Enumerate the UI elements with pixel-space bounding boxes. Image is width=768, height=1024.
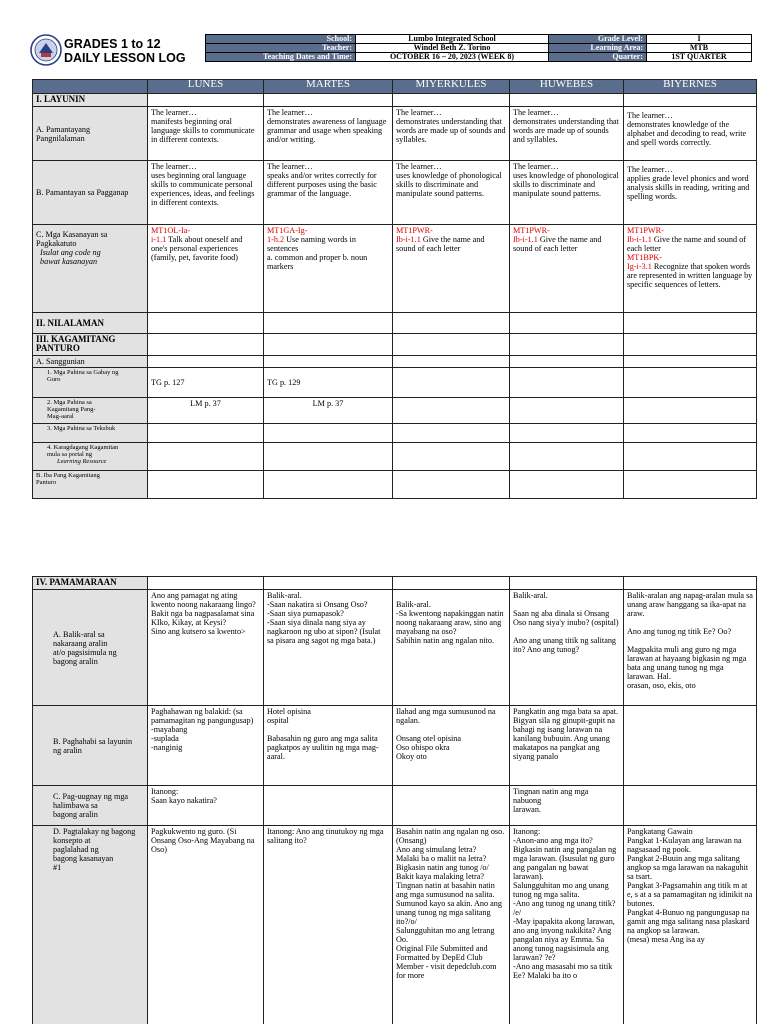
day-header: BIYERNES xyxy=(624,80,757,94)
school-value: Lumbo Integrated School xyxy=(356,35,549,44)
deped-seal-icon xyxy=(30,34,62,66)
table-cell xyxy=(264,786,393,826)
table-cell: Tingnan natin ang mga nabuong larawan. xyxy=(510,786,624,826)
grade-label: Grade Level: xyxy=(549,35,647,44)
table-cell: The learner… manifests beginning oral language skills to communicate in different contexts. xyxy=(148,107,264,161)
table-cell: Ilahad ang mga sumusunod na ngalan. Onsang otel opisina Oso obispo okra Okoy oto xyxy=(393,706,510,786)
table-cell: Hotel opisina ospital Babasahin ng guro ang mga salita pagkatpos ay uulitin ng mga mag-aaral. xyxy=(264,706,393,786)
teacher-value: Windel Beth Z. Torino xyxy=(356,44,549,53)
document-title xyxy=(64,37,186,65)
row-label: A. Sanggunian xyxy=(33,356,148,368)
day-header: MARTES xyxy=(264,80,393,94)
row-label: 1. Mga Pahina sa Gabay ng Guro xyxy=(33,368,148,398)
table-cell: Balik-aral. -Sa kwentong napakinggan natin noong nakaraang araw, sino ang mayabang na oso? Sabihin natin ang ngalan nito. xyxy=(393,590,510,706)
table-row xyxy=(33,590,757,706)
table-row xyxy=(33,786,757,826)
table-cell: The learner… demonstrates knowledge of the alphabet and decoding to read, write and spell words correctly. xyxy=(624,107,757,161)
row-label: B. Iba Pang Kagamitang Panturo xyxy=(33,471,148,499)
table-cell: The learner… demonstrates awareness of language grammar and usage when speaking and/or writing. xyxy=(264,107,393,161)
section-layunin: I. LAYUNIN xyxy=(33,94,148,107)
table-cell: Ano ang pamagat ng ating kwento noong nakaraang lingo? Bakit nga ba nagpasalamat sina KIko, Kikay, at Keysi? Sino ang kutsero sa kwento> xyxy=(148,590,264,706)
table-row xyxy=(33,161,757,225)
table-cell: TG p. 127 xyxy=(148,368,264,398)
table-cell: Balik-aral. -Saan nakatira si Onsang Oso? -Saan siya pumapasok? -Saan siya dinala nang siya ay nagkaroon ng ubo at sipon? (Isulat sa pisara ang sagot ng mga bata.) xyxy=(264,590,393,706)
competency-code: MT1GA-Ig- 1-h.2 xyxy=(267,226,308,244)
competency-code: MT1PWR- Ib-i-1.1 xyxy=(513,226,550,244)
table-cell: The learner… demonstrates understanding that words are made up of sounds and syllables. xyxy=(393,107,510,161)
section-nilalaman: II. NILALAMAN xyxy=(33,313,148,334)
lesson-log-table-2 xyxy=(32,576,757,1024)
row-label: 2. Mga Pahina sa Kagamitang Pang- Mag-aaral xyxy=(33,398,148,424)
teacher-label: Teacher: xyxy=(206,44,356,53)
table-cell: LM p. 37 xyxy=(264,398,393,424)
dates-label: Teaching Dates and Time: xyxy=(206,53,356,62)
competency-code: MT1OL-Ia- i-1.1 xyxy=(151,226,191,244)
quarter-label: Quarter: xyxy=(549,53,647,62)
table-cell xyxy=(148,225,264,313)
table-cell xyxy=(510,225,624,313)
table-cell xyxy=(393,786,510,826)
row-label-text: 4. Karagdagang Kagamitan mula sa portal ng xyxy=(47,444,119,458)
row-label-note: Isulat ang code ng bawat kasanayan xyxy=(40,248,101,266)
corner-cell xyxy=(33,80,148,94)
table-cell: Pangkatang Gawain Pangkat 1-Kulayan ang larawan na nagsasaad ng pook. Pangkat 2-Buuin ang mga salitang angkop sa mga larawan na nakaguhit sa tsart. Pangkat 3-Pagsamahin ang titik m at e, s at a sa pamamagitan ng idinikit na butones. Pangkat 4-Bunuo ng pangungusap na gamit ang mga salitang nasa plaskard na angkop sa larawan. (mesa) mesa Ang isa ay xyxy=(624,826,757,1024)
table-cell: Itanong: Ano ang tinutukoy ng mga salitang ito? xyxy=(264,826,393,1024)
table-cell: Balik-aralan ang napag-aralan mula sa unang araw hanggang sa ika-apat na araw. Ano ang tunog ng titik Ee? Oo? Magpakita muli ang guro ng mga larawan at hayaang bigkasin ng mga bata ang unang tunog ng mga larawan. Hal. orasan, oso, ekis, oto xyxy=(624,590,757,706)
table-row xyxy=(33,225,757,313)
row-label: A. Balik-aral sa nakaraang aralin at/o pagsisimula ng bagong aralin xyxy=(33,590,148,706)
table-cell xyxy=(624,398,757,424)
dates-value: OCTOBER 16 – 20, 2023 (WEEK 8) xyxy=(356,53,549,62)
table-cell: The learner… uses knowledge of phonological skills to discriminate and manipulate sound patterns. xyxy=(393,161,510,225)
area-label: Learning Area: xyxy=(549,44,647,53)
school-label: School: xyxy=(206,35,356,44)
competency-code: MT1BPK- Ig-i-3.1 xyxy=(627,253,663,271)
quarter-value: 1ST QUARTER xyxy=(647,53,752,62)
table-cell: LM p. 37 xyxy=(148,398,264,424)
day-header: LUNES xyxy=(148,80,264,94)
table-row xyxy=(33,368,757,398)
competency-code: MT1PWR- Ib-i-1.1 xyxy=(396,226,433,244)
competency-text: Use naming words in sentences a. common and proper b. noun markers xyxy=(267,235,368,271)
table-cell xyxy=(510,368,624,398)
table-cell: The learner… applies grade level phonics and word analysis skills in reading, writing and spelling words. xyxy=(624,161,757,225)
row-label: B. Paghahabi sa layunin ng aralin xyxy=(33,706,148,786)
competency-text: Give the name and sound of each letter xyxy=(513,235,602,253)
table-cell: Itanong: Saan kayo nakatira? xyxy=(148,786,264,826)
table-row xyxy=(33,398,757,424)
title-line-1: GRADES 1 to 12 xyxy=(64,37,161,51)
day-header-row xyxy=(33,80,757,94)
table-cell xyxy=(393,398,510,424)
table-cell xyxy=(264,225,393,313)
row-label: C. Pag-uugnay ng mga halimbawa sa bagong aralin xyxy=(33,786,148,826)
table-cell: Itanong: -Anon-ano ang mga ito? Bigkasin natin ang pangalan ng mga larawan. (Isusulat ng guro ang pangalan ng bawat larawan). Salungguhitan mo ang unang tunog ng mga salita. -Ano ang tunog ng unang titik? /e/ -May ipapakita akong larawan, ano ang inyong nakikita? Ang pangalan niya ay Emma. Sa anong tunog nagsisimula ang larawan? ?e? -Ano ang masasabi mo sa titik Ee? Malaki ba ito o xyxy=(510,826,624,1024)
grade-value: I xyxy=(647,35,752,44)
table-cell xyxy=(510,398,624,424)
day-header: MIYERKULES xyxy=(393,80,510,94)
document-header xyxy=(30,34,758,68)
table-cell xyxy=(393,368,510,398)
table-cell: Basahin natin ang ngalan ng oso. (Onsang) Ano ang simulang letra? Malaki ba o maliit na letra? Bigkasin natin ang tunog /o/ Bakit kaya malaking letra? Tingnan natin at basahin natin ang mga sumusunod na salita. Sumunod kayo sa akin. Ano ang unang tunog ng mga salitang ito?/o/ Salungguhitan mo ang letrang Oo. Original File Submitted and Formatted by DepEd Club Member - visit depedclub.com for more xyxy=(393,826,510,1024)
table-cell: Pagkukwento ng guro. (Si Onsang Oso-Ang Mayabang na Oso) xyxy=(148,826,264,1024)
table-row xyxy=(33,107,757,161)
table-cell: TG p. 129 xyxy=(264,368,393,398)
table-cell xyxy=(624,368,757,398)
table-cell: Balik-aral. Saan ng aba dinala si Onsang Oso nang siya'y inubo? (ospital) Ano ang unang titik ng salitang ito? Ano ang tunog? xyxy=(510,590,624,706)
table-cell: Pangkatin ang mga bata sa apat. Bigyan sila ng ginupit-gupit na bahagi ng isang larawan na kanilang bubuuin. Ang unang makatapos na pangkat ang siyang panalo xyxy=(510,706,624,786)
lesson-log-table-1 xyxy=(32,79,757,499)
row-label-text: C. Mga Kasanayan sa Pagkakatuto xyxy=(36,230,108,248)
competency-text: Recognize that spoken words are represented in written language by specific sequences of letters. xyxy=(627,262,753,289)
row-label: A. Pamantayang Pangnilalaman xyxy=(33,107,148,161)
section-pamamaraan: IV. PAMAMARAAN xyxy=(33,577,148,590)
row-label: B. Pamantayan sa Pagganap xyxy=(33,161,148,225)
area-value: MTB xyxy=(647,44,752,53)
row-label: D. Pagtalakay ng bagong konsepto at paglalahad ng bagong kasanayan #1 xyxy=(33,826,148,1024)
table-cell xyxy=(624,225,757,313)
row-label-note: Learning Resource xyxy=(57,458,107,465)
table-cell: The learner… uses beginning oral language skills to communicate personal experiences, ideas, and feelings in different contexts. xyxy=(148,161,264,225)
competency-text: Talk about oneself and one's personal experiences (family, pet, favorite food) xyxy=(151,235,243,262)
table-cell xyxy=(624,706,757,786)
competency-text: Give the name and sound of each letter xyxy=(396,235,485,253)
header-info-table xyxy=(205,34,752,62)
table-cell: The learner… speaks and/or writes correctly for different purposes using the basic grammar of the language. xyxy=(264,161,393,225)
title-line-2: DAILY LESSON LOG xyxy=(64,51,186,65)
row-label xyxy=(33,443,148,471)
day-header: HUWEBES xyxy=(510,80,624,94)
section-kagamitan: III. KAGAMITANG PANTURO xyxy=(33,334,148,356)
competency-text: Give the name and sound of each letter xyxy=(627,235,746,253)
table-cell xyxy=(393,225,510,313)
table-row xyxy=(33,706,757,786)
row-label: 3. Mga Pahina sa Teksbuk xyxy=(33,424,148,443)
table-cell xyxy=(624,786,757,826)
table-cell: Paghahawan ng balakid: (sa pamamagitan ng pangungusap) -mayabang -suplada -nanginig xyxy=(148,706,264,786)
row-label xyxy=(33,225,148,313)
table-cell: The learner… demonstrates understanding that words are made up of sounds and syllables. xyxy=(510,107,624,161)
competency-code: MT1PWR- Ib-i-1.1 xyxy=(627,226,664,244)
table-cell: The learner… uses knowledge of phonological skills to discriminate and manipulate sound patterns. xyxy=(510,161,624,225)
table-row xyxy=(33,826,757,1024)
